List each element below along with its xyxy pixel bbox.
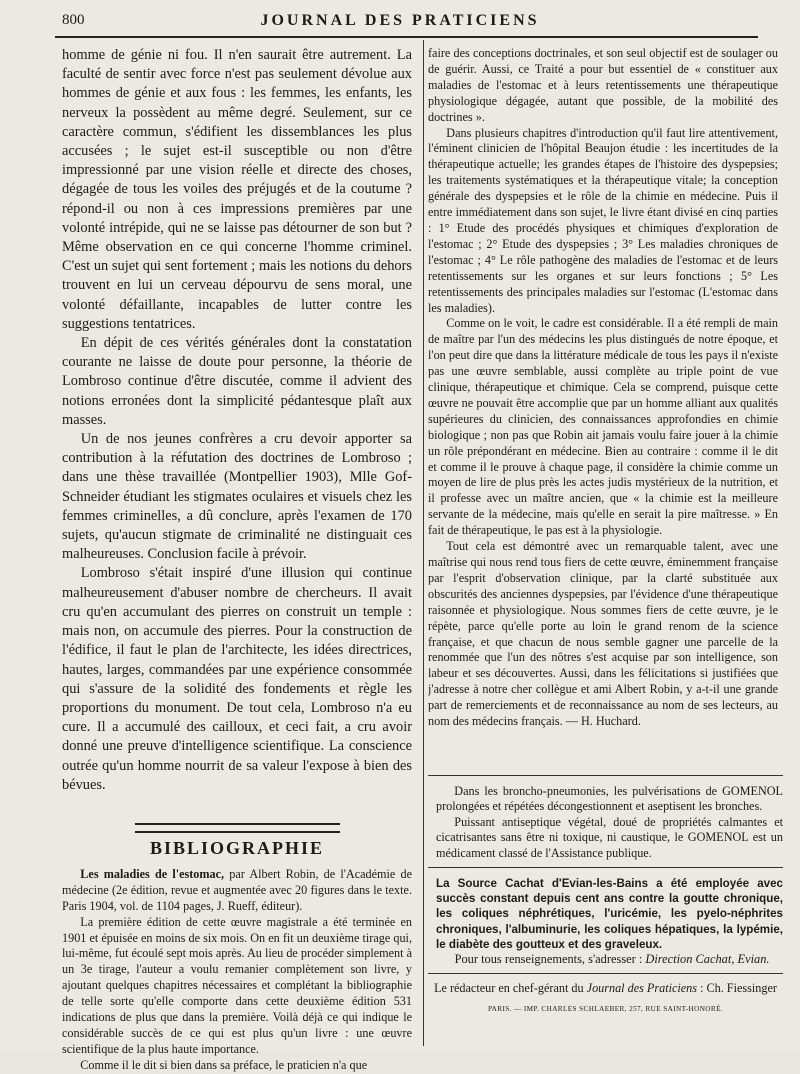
contact-prefix: Pour tous renseignements, s'adresser : [454,952,646,967]
paragraph: La première édition de cette œuvre magistrale a été terminée en 1901 et épuisée en moins de six mois. On en fit un deuxième tirage qui, lui-même, fut écoulé sept mois après. Au lieu de procéder simplement à un 3e tirage, l'auteur a voulu remanier complètement son livre, y ajoutant quelques chapitres nécessaires et complétant la bibliographie de telle sorte qu'elle comporte dans cette deuxième édition 531 indications de plus que dans la première. Voilà déjà ce qui indique le considérable succès de ce qui est plus qu'un livre : une œuvre scientifique de la plus haute importance. [62,914,412,1056]
ad-paragraph: Dans les broncho-pneumonies, les pulvérisations de GOMENOL prolongées et répétées décongestionnent et aseptisent les bronches. [436,784,783,814]
paragraph: Comme on le voit, le cadre est considérable. Il a été rempli de main de maître par l'un des médecins les plus distingués de notre époque, et l'on peut dire que dans la littérature médicale de tous les pays il n'existe pas une œuvre semblable, aussi complète au triple point de vue clinique, thérapeutique et chimique. Cela se comprend, puisque cette œuvre ne pouvait être accomplie que par un homme alliant aux qualités supérieures du clinicien, des connaissances approfondies en chimie biologique ; non pas que Robin ait jamais voulu faire jouer à la chimie un rôle prépondérant en médecine. Bien au contraire : comme il le dit et comme il le prouve à chaque page, il considère la chimie comme un moyen de lire de plus près les actes judis mystérieux de la nutrition, et il professe avec un maître ancien, que « la chimie est la meilleure servante de la médecine, mais qu'elle en serait la pire maîtresse. » En fait de thérapeutique, le pas est à la physiologie. [428,316,778,538]
book-title: Les maladies de l'estomac, [80,866,225,881]
paragraph: En dépit de ces vérités générales dont la constatation courante ne laisse de doute pour personne, la théorie de Lombroso continue d'être discutée, comme il advient des notions erronées dont la simplicité pédantesque plaît aux masses. [62,335,412,428]
ad-contact [436,952,783,967]
ad-paragraph: Puissant antiseptique végétal, doué de propriétés calmantes et cicatrisantes sans être ni toxique, ni caustique, le GOMENOL est un médicament classé de l'Assistance publique. [436,814,783,860]
editor-name: : Ch. Fiessinger [697,981,777,996]
biblio-citation [62,867,412,915]
paragraph: Un de nos jeunes confrères a cru devoir apporter sa contribution à la réfutation des doctrines de Lombroso ; dans une thèse travaillée (Montpellier 1903), Mlle Gof-Schneider étudiant les stigmates oculaires et visuels chez les femmes criminelles, a dû conclure, après l'examen de 170 sujets, qu'aucun stigmate de criminalité ne distinguait ces malheureuses. Conclusion facile à prévoir. [62,431,412,563]
cachat-ad [428,868,783,973]
imprint: PARIS. — IMP. CHARLES SCHLAEBER, 257, RUE SAINT-HONORÉ. [487,1005,724,1014]
editor-prefix: Le rédacteur en chef-gérant du [434,981,587,996]
bibliography-review [62,867,412,1074]
ad-paragraph: La Source Cachat d'Evian-les-Bains a été employée avec succès constant depuis cent ans contre la goutte chronique, les coliques néphrétiques, l'uricémie, les pyelo-néphrites chroniques, l'albuminurie, les coliques hépatiques, la lypémie, le diabète des goutteux et des graveleux. [436,877,783,951]
section-ornament-rule [135,823,340,833]
journal-name: Journal des Praticiens [586,981,698,996]
paragraph: faire des conceptions doctrinales, et son seul objectif est de soulager ou de guérir. Aussi, ce Traité a pour but essentiel de « constituer aux maladies de l'estomac et à leurs retentissements une thérapeutique physiologique dégagée, autant que possible, de la mobilité des doctrines ». [428,46,778,124]
header-rule [55,36,758,38]
right-column [428,46,778,730]
editor-line [428,974,783,996]
advertisements [428,775,783,1013]
book-citation: par Albert Robin, de l'Académie de médecine (2e édition, revue et augmentée avec 20 figures dans le texte. Paris 1904, vol. de 1104 pages, J. Rueff, éditeur). [62,866,412,913]
section-title: BIBLIOGRAPHIE [149,837,325,858]
paragraph: Lombroso s'était inspiré d'une illusion qui continue malheureusement d'abuser nombre de chercheurs. Il avait cru qu'en accumulant des pierres on construit un temple : mais non, on accumule des pierres. Pour la construction de l'édifice, il faut le plan de l'architecte, les idées directrices, hautes, larges, commandées par une expérience consommée qui s'assure de la solidité des fondements et règle les proportions du monument. De tout cela, Lombroso n'a eu cure. Il a accumulé des cailloux, et ceci fait, a cru avoir donné une preuve d'intelligence scientifique. La conscience outrée qu'un homme nourrit de sa valeur l'expose à bien des bévues. [62,565,412,793]
paragraph: Comme il le dit si bien dans sa préface, le praticien n'a que [80,1057,368,1072]
column-divider [423,40,424,1046]
left-column [62,46,412,1074]
paragraph: Tout cela est démontré avec un remarquable talent, avec une maîtrise qui nous rend tous fiers de cette œuvre, éminemment française par l'esprit d'observation clinique, par la clarté substituée aux obscurités des anciennes dyspepsies, par l'évidence d'une thérapeutique raisonnée et physiologique. Nous sommes fiers de cette œuvre, je le répète, parce qu'elle porte au loin le grand renom de la science française, et que chacun de nous semble gagner une parcelle de la renommée que l'un des nôtres s'est acquise par son intelligence, son labeur et ses découvertes. Aussi, dans les félicitations si justifiées que j'adresse à notre cher collègue et ami Albert Robin, y a-t-il une grande part de remerciements et de reconnaissance au nom de ses lecteurs, au nom des médecins français. — H. Huchard. [428,539,778,729]
page-number: 800 [62,12,85,28]
paragraph: Dans plusieurs chapitres d'introduction qu'il faut lire attentivement, l'éminent clinicien de l'hôpital Beaujon étudie : les incertitudes de la thérapeutique actuelle; les grandes étapes de l'histoire des dyspepsies; les traitements systématiques et la thérapeutique vitale; la conception générale des dyspepsies et le rôle de la chimie en médecine. Puis il entre immédiatement dans son sujet, le livre étant divisé en cinq parties : 1° Etude des procédés physiques et chimiques d'exploration de l'estomac ; 2° Etude des dyspepsies ; 3° Les maladies chroniques de l'estomac ; 4° Le rôle pathogène des maladies de l'estomac et de leurs retentissements sur les organes et sur leurs fonctions ; 5° Les retentissements des principales maladies sur l'estomac (L'estomac dans les maladies). [428,125,778,315]
contact-address: Direction Cachat, Evian. [645,952,770,967]
essay-text [62,46,412,795]
paragraph: homme de génie ni fou. Il n'en saurait être autrement. La faculté de sentir avec force n'est pas seulement dévolue aux hommes de génie et aux fous : les femmes, les enfants, les nerveux la possèdent au même degré. Seulement, sur ce caractère commun, s'édifient les dissemblances les plus accusées ; le sujet est-il susceptible ou non d'être impressionné par une vision réelle et directe des choses, dégagée de tous les voiles des préjugés et de la coutume ? répond-il ou non à ces impressions premières par une volonté intrépide, qui ne se laisse pas détourner de son but ? Même observation en ce qui concerne l'homme criminel. C'est un sujet qui sent fortement ; mais les notions du dehors trouvent en lui un cerveau dépourvu de sens moral, une volonté défaillante, incapables de lutter contre les suggestions tentatrices. [62,47,412,332]
gomenol-ad [428,776,783,867]
running-title: JOURNAL DES PRATICIENS [260,12,540,29]
